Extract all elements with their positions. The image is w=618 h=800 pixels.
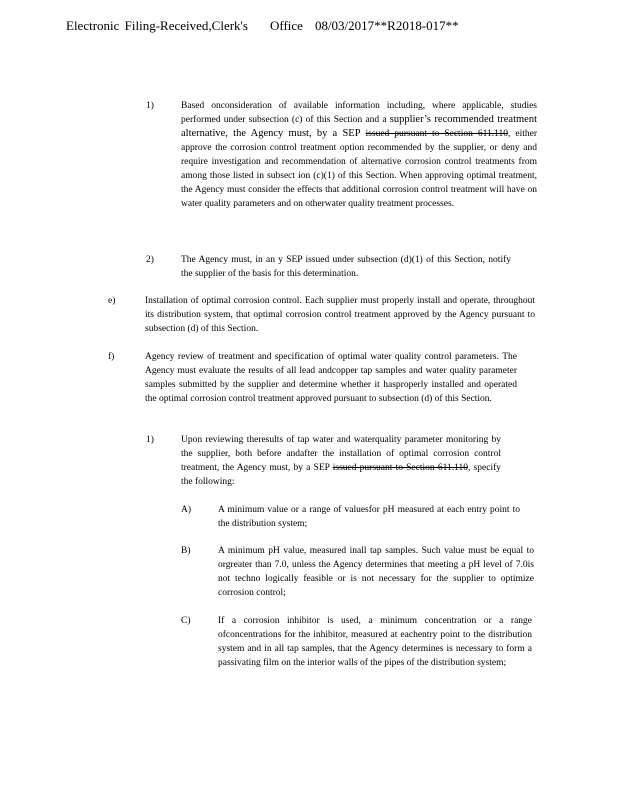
item-A-text: A minimum value or a range of valuesfor pH measured at each entry point to the distribution system; [218,505,520,529]
item-e-number: e) [108,296,116,306]
item-1-number: 1) [146,101,154,111]
item-2-text: The Agency must, in an y SEP issued under subsection (d)(1) of this Section, notify the supplier of the basis for this determination. [181,255,511,279]
item-f1-text [181,433,501,489]
item-1-text-part1: Based onconsideration of available information including, where applicable, studies performed under subsection (c) of this Section and a [181,101,537,125]
item-C-text: If a corrosion inhibitor is used, a minimum concentration or a range ofconcentrations for the inhibitor, measured at eachentry point to the distribution system and in all tap samples, that the Agency determines is necessary to form a passivating film on the interior walls of the pipes of the distribution system; [218,616,532,668]
item-f1-text-part1: Upon reviewing theresults of tap water and waterquality parameter monitoring by the supplier, both before andafter the installation of optimal corrosion control treatment, the Agency must, by a SEP [181,435,501,473]
item-1-struck-text: issued pursuant to Section 611.110 [365,129,508,139]
item-f-number: f) [108,352,115,362]
item-f1-text-part3: , specify the following: [181,463,501,487]
item-1-text-part2: supplier’s recommended treatment alternative, the Agency must, by a SEP [181,114,537,139]
item-1-text [181,99,537,211]
office-label: Office [269,18,303,33]
filing-date-code: 08/03/2017**R2018-017** [314,18,459,33]
item-B-text: A minimum pH value, measured inall tap samples. Such value must be equal to orgreater than 7.0, unless the Agency determines that meeting a pH level of 7.0is not techno logically feasible or is not necessary for the supplier to optimize corrosion control; [218,546,534,598]
item-B-number: B) [181,546,191,556]
item-1-text-part4: , either approve the corrosion control treatment option recommended by the supplier, or deny and require investigation and recommendation of alternative corrosion control treatments from among those listed in subsect ion (c)(1) of this Section. When approving optimal treatment, the Agency must consider the effects that additional corrosion control treatment will have on water quality parameters and on otherwater quality treatment processes. [181,129,537,209]
filing-label: Electronic Filing-Received,Clerk's [66,18,248,33]
item-f1-number: 1) [146,435,154,445]
item-2-number: 2) [146,255,154,265]
filing-header [66,18,459,34]
item-f-text: Agency review of treatment and specification of optimal water quality control parameters. The Agency must evaluate the results of all lead andcopper tap samples and water quality parameter samples submitted by the supplier and determine whether it hasproperly installed and operated the optimal corrosion control treatment approved pursuant to subsection (d) of this Section. [145,352,517,404]
item-C-number: C) [181,616,191,626]
item-f1-struck-text: issued pursuant to Section 611.110 [332,463,468,473]
item-A-number: A) [181,505,192,515]
item-e-text: Installation of optimal corrosion control. Each supplier must properly install and operate, throughout its distribution system, that optimal corrosion control treatment approved by the Agency pursuant to subsection (d) of this Section. [145,296,535,334]
